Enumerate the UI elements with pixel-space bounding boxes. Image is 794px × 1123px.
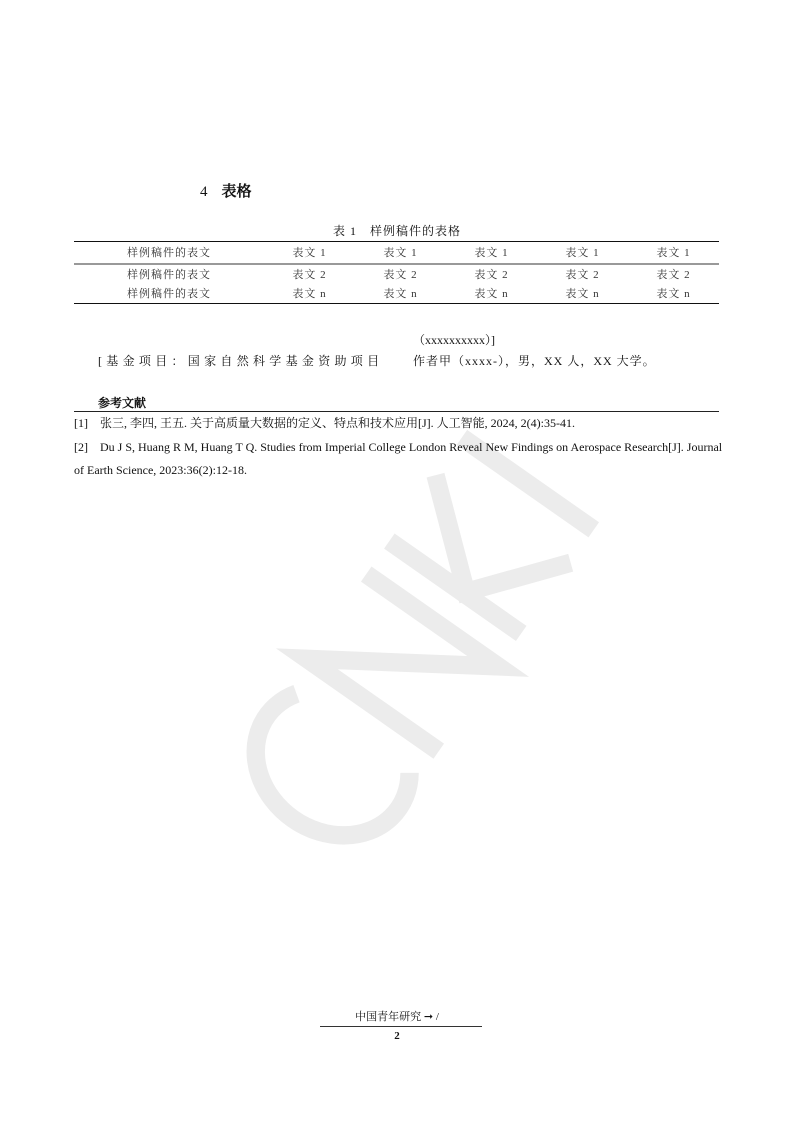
table-caption: 表 1 样例稿件的表格 — [332, 224, 461, 238]
fund-number: （xxxxxxxxxx）] — [413, 333, 495, 347]
reference-number: [2] — [74, 440, 88, 454]
section-number: 4 — [200, 184, 208, 200]
table-cell: 表文 1 — [355, 242, 446, 264]
table-cell: 表文 n — [383, 288, 418, 301]
table-cell: 表文 n — [565, 288, 600, 301]
table-cell: 样例稿件的表文 — [127, 288, 211, 301]
table-row — [74, 242, 719, 264]
table-cell: 表文 2 — [383, 269, 418, 281]
section-heading — [200, 180, 252, 201]
reference-text: Du J S, Huang R M, Huang T Q. Studies from Imperial College London Reveal New Findings on Aerospace Research[J]. Journal of Earth Science, 2023:36(2):12-18. — [74, 440, 723, 477]
watermark-letter-n — [307, 574, 498, 751]
table-cell: 表文 1 — [537, 242, 628, 264]
table-cell: 表文 n — [292, 288, 327, 301]
table-cell: 表文 2 — [656, 269, 691, 281]
fund-label: [基金项目：国家自然科学基金资助项目 — [98, 354, 384, 368]
section-title: 表格 — [221, 182, 252, 200]
table-row — [74, 284, 719, 304]
references-heading: 参考文献 — [98, 396, 147, 410]
table-cell: 样例稿件的表文 — [127, 269, 211, 281]
reference-number: [1] — [74, 416, 88, 430]
watermark-letter-c — [227, 687, 419, 865]
table-cell: 表文 1 — [446, 242, 537, 264]
table-cell: 表文 1 — [264, 242, 355, 264]
table-cell: 表文 2 — [565, 269, 600, 281]
table-cell: 表文 2 — [474, 269, 509, 281]
table-cell: 表文 1 — [628, 242, 719, 264]
footer-journal: 中国青年研究 ➞ / — [355, 1011, 439, 1023]
watermark-letter-k — [389, 470, 570, 633]
table-cell: 表文 2 — [292, 269, 327, 281]
table-cell: 样例稿件的表文 — [74, 242, 264, 264]
table-cell: 表文 n — [656, 288, 691, 301]
reference-text: 张三, 李四, 王五. 关于高质量大数据的定义、特点和技术应用[J]. 人工智能, 2024, 2(4):35-41. — [100, 416, 575, 430]
sample-table — [74, 241, 719, 304]
table-row — [74, 264, 719, 284]
reference-item — [74, 436, 724, 482]
footer-divider — [320, 1026, 482, 1027]
table-cell: 表文 n — [474, 288, 509, 301]
author-info: 作者甲（xxxx-），男，XX 人，XX 大学。 — [413, 354, 656, 368]
reference-item — [74, 412, 724, 435]
page-number: 2 — [394, 1030, 400, 1042]
